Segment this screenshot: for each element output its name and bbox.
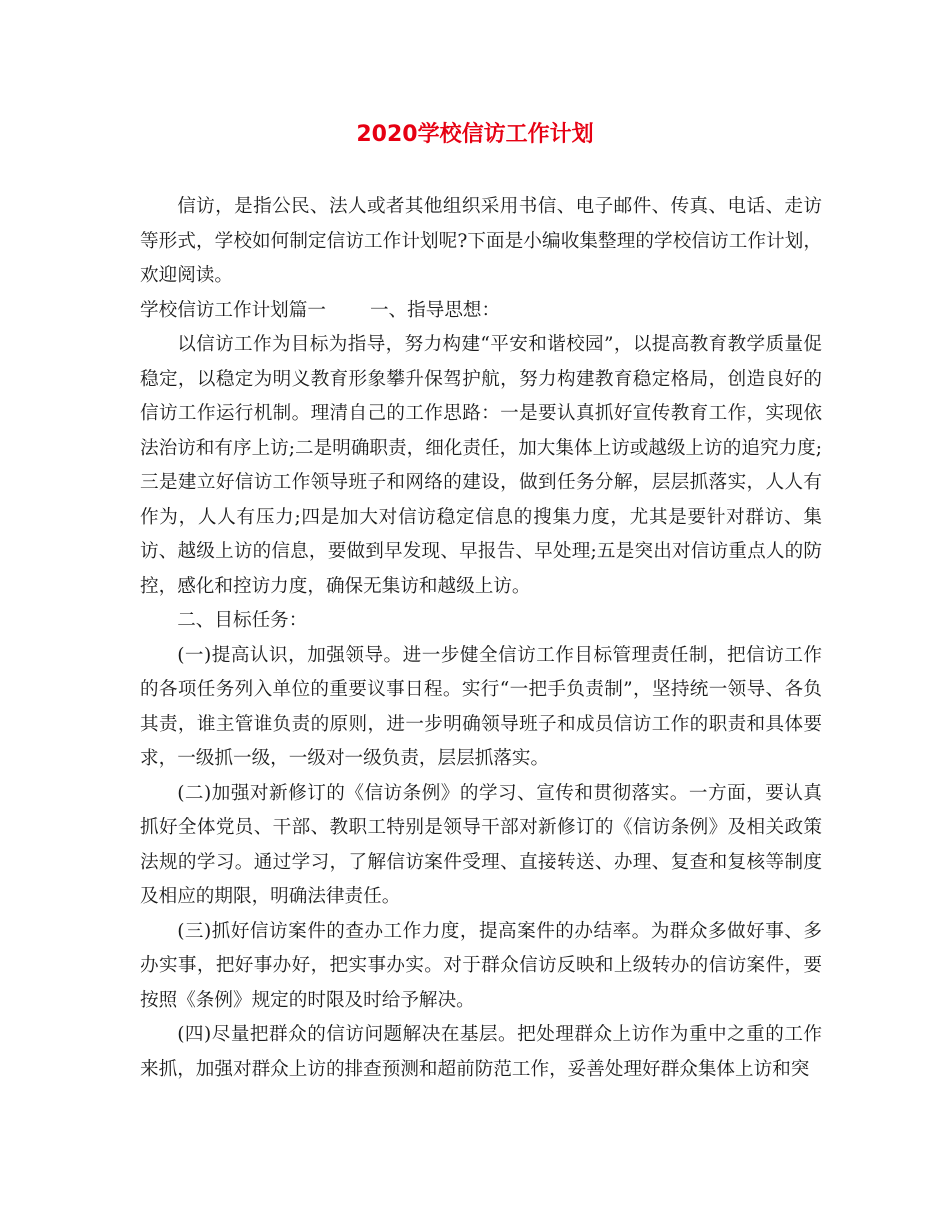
- section1-heading-b: 一、指导思想：: [369, 299, 501, 321]
- guiding-paragraph: 以信访工作为目标为指导，努力构建“平安和谐校园”，以提高教育教学质量促稳定，以稳定为明义教育形象攀升保驾护航，努力构建教育稳定格局，创造良好的信访工作运行机制。理清自己的工作思路：一是要认真抓好宣传教育工作，实现依法治访和有序上访;二是明确职责，细化责任，加大集体上访或越级上访的追究力度;三是建立好信访工作领导班子和网络的建设，做到任务分解，层层抓落实，人人有作为，人人有压力;四是加大对信访稳定信息的搜集力度，尤其是要针对群访、集访、越级上访的信息，要做到早发现、早报告、早处理;五是突出对信访重点人的防控，感化和控访力度，确保无集访和越级上访。: [140, 334, 822, 597]
- section1-heading-a: 学校信访工作计划篇一: [140, 299, 326, 321]
- task-item-2: (二)加强对新修订的《信访条例》的学习、宣传和贯彻落实。一方面，要认真抓好全体党员、干部、教职工特别是领导干部对新修订的《信访条例》及相关政策法规的学习。通过学习，了解信访案件受理、直接转送、办理、复查和复核等制度及相应的期限，明确法律责任。: [140, 782, 822, 907]
- document-body: [140, 190, 822, 1087]
- task-item-4: (四)尽量把群众的信访问题解决在基层。把处理群众上访作为重中之重的工作来抓，加强对群众上访的排查预测和超前防范工作，妥善处理好群众集体上访和突: [140, 1024, 822, 1080]
- intro-paragraph: 信访，是指公民、法人或者其他组织采用书信、电子邮件、传真、电话、走访等形式，学校如何制定信访工作计划呢?下面是小编收集整理的学校信访工作计划，欢迎阅读。: [140, 196, 822, 286]
- document-title: 2020学校信访工作计划: [356, 122, 594, 147]
- section2-heading: 二、目标任务：: [177, 610, 308, 631]
- task-item-3: (三)抓好信访案件的查办工作力度，提高案件的办结率。为群众多做好事、多办实事，把好事办好，把实事办实。对于群众信访反映和上级转办的信访案件，要按照《条例》规定的时限及时给予解决。: [140, 920, 822, 1011]
- task-item-1: (一)提高认识，加强领导。进一步健全信访工作目标管理责任制，把信访工作的各项任务列入单位的重要议事日程。实行“一把手负责制”，坚持统一领导、各负其责，谁主管谁负责的原则，进一步明确领导班子和成员信访工作的职责和具体要求，一级抓一级，一级对一级负责，层层抓落实。: [140, 644, 822, 769]
- section1-heading-line: [140, 294, 822, 329]
